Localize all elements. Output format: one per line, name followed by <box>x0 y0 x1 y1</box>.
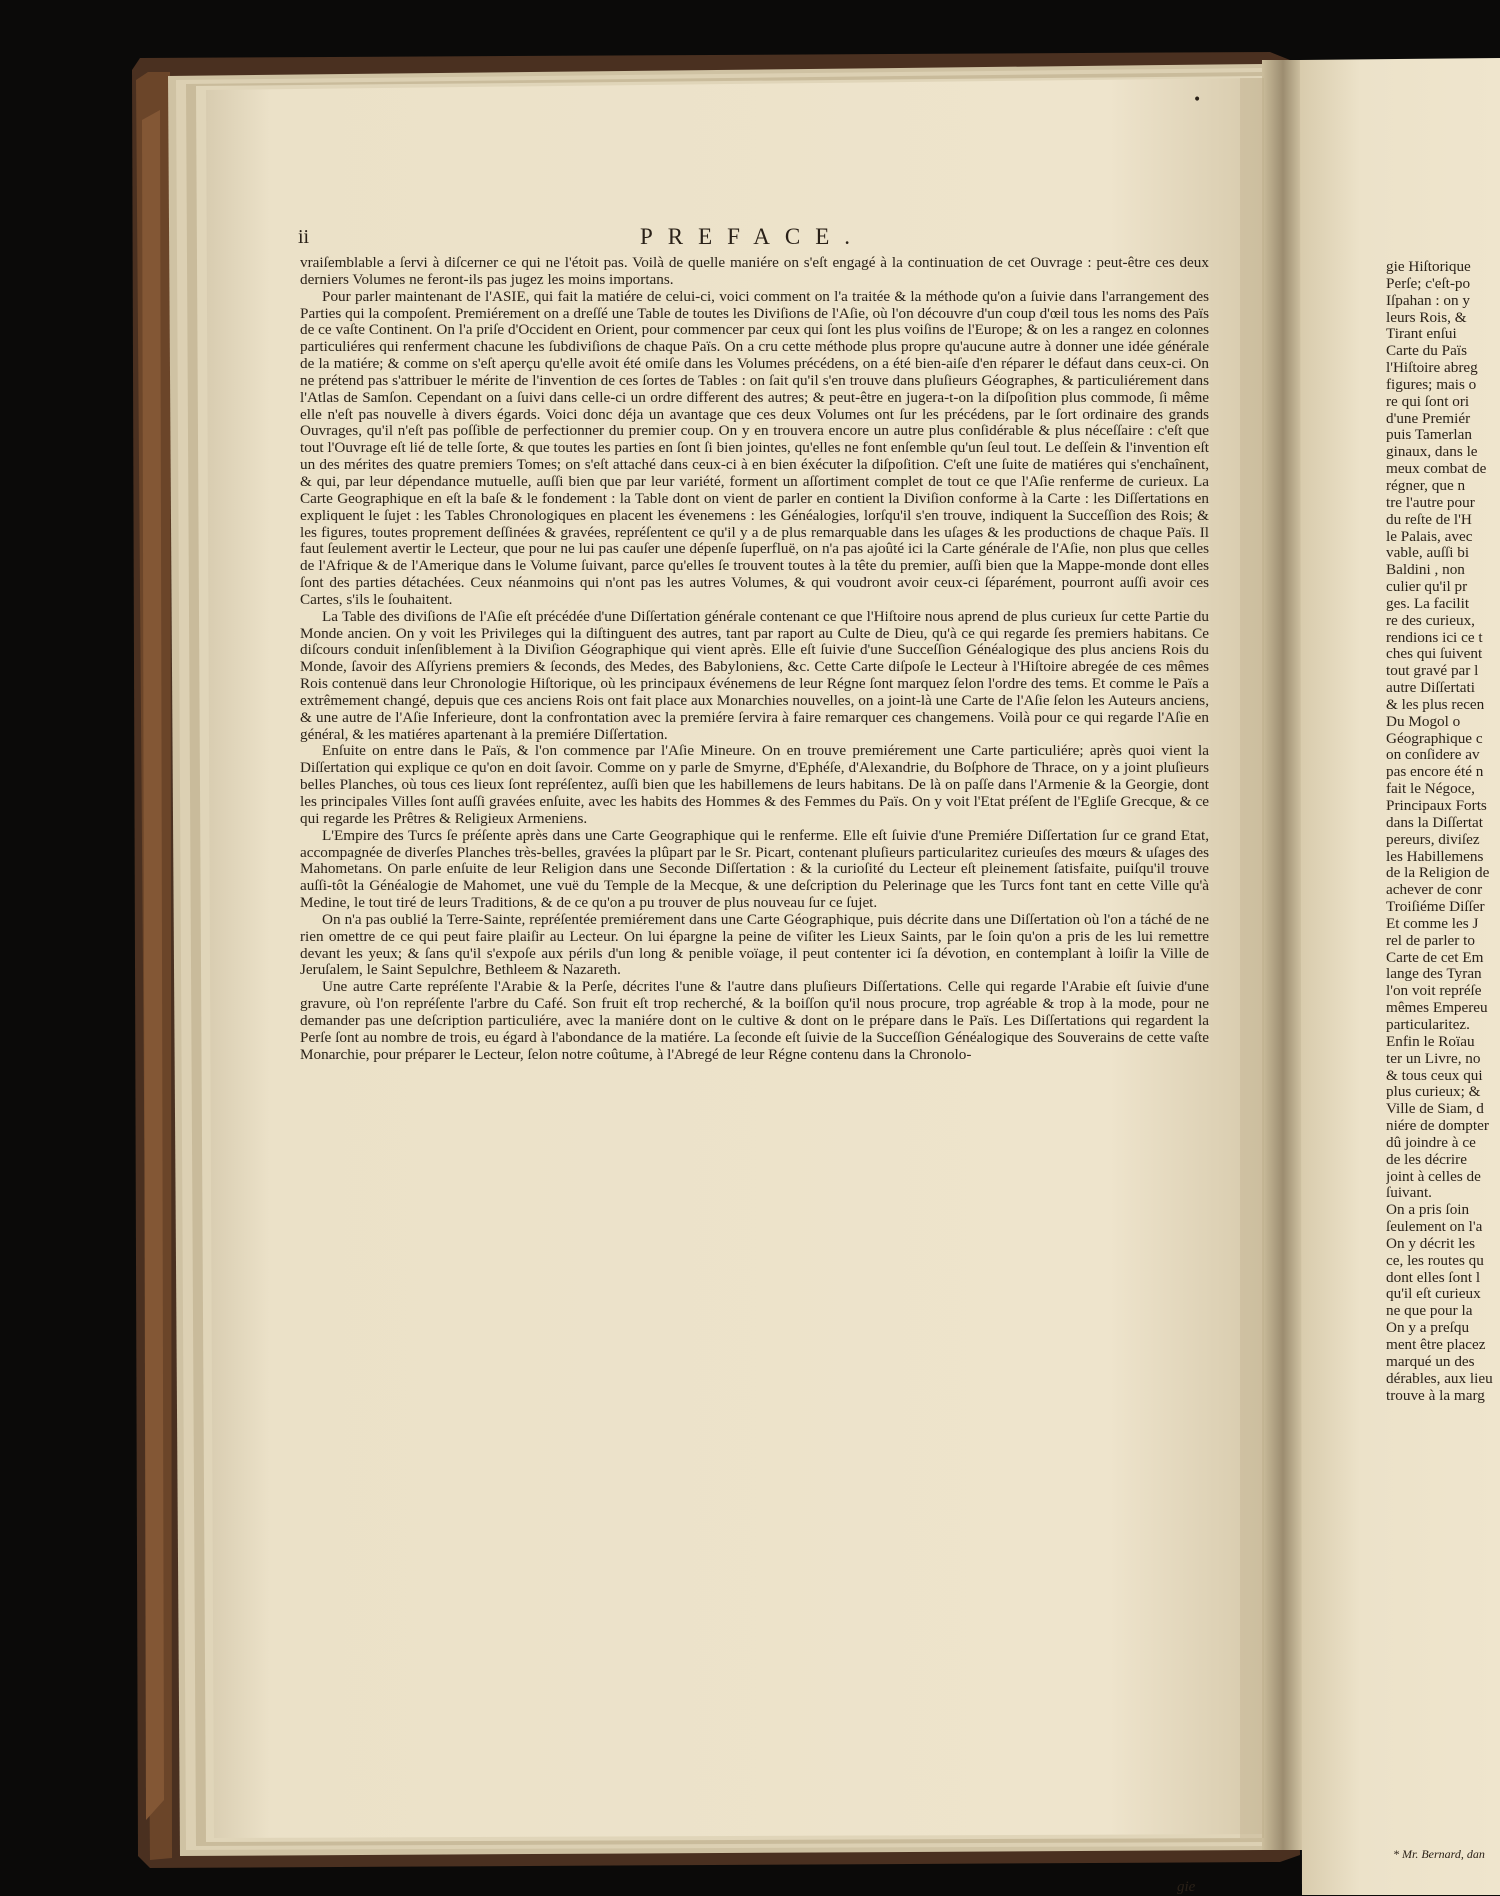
right-page-line: on conſidere av <box>1386 747 1480 764</box>
right-page-line: dont elles ſont l <box>1386 1269 1481 1286</box>
right-page-line: plus curieux; & <box>1386 1084 1481 1101</box>
right-page-line: mêmes Empereu <box>1386 1000 1488 1017</box>
right-page-line: l'Hiſtoire abreg <box>1386 360 1478 377</box>
right-page-line: gie Hiſtorique <box>1386 259 1471 275</box>
right-page-line: ne que pour la <box>1386 1303 1473 1320</box>
paragraph: vraiſemblable a ſervi à diſcerner ce qui ne l'étoit pas. Voilà de quelle maniére on s'eſt engagé à la continuation de cet Ouvrage : peut-être ces deux derniers Volumes ne feront-ils pas jugez les moins importans. <box>300 254 1209 288</box>
right-page-line: Tirant enſui <box>1386 326 1457 343</box>
right-page-line: puis Tamerlan <box>1386 427 1472 444</box>
right-page-line: le Palais, avec <box>1386 528 1473 545</box>
right-page-line: & les plus recen <box>1386 696 1485 713</box>
right-page-line: achever de conr <box>1386 882 1483 899</box>
right-page-line: vable, auſſi bi <box>1386 545 1470 562</box>
right-page-line: Ville de Siam, d <box>1386 1101 1484 1118</box>
paragraph: L'Empire des Turcs ſe préſente après dans une Carte Geographique qui le renferme. Elle eſt ſuivie d'une Premiére Diſſertation ſur ce grand Etat, accompagnée de diverſes Planches très-belles, gravées la plûpart par le Sr. Picart, contenant pluſieurs particularitez curieuſes des mœurs & uſages des Mahometans. On parle enſuite de leur Religion dans une Seconde Diſſertation : & la curioſité du Lecteur eſt pleinement ſatisfaite, puiſqu'il trouve auſſi-tôt la Généalogie de Mahomet, une vuë du Temple de la Mecque, & une deſcription du Pelerinage que les Turcs font tant en cette Ville qu'à Medine, le tout tiré de leurs Traditions, & de ce qu'on a pu trouver de plus nouveau ſur ce ſujet. <box>300 826 1209 912</box>
right-page-line: ges. La facilit <box>1386 595 1470 612</box>
ink-dot: • <box>1193 92 1202 108</box>
paragraph: Enſuite on entre dans le Païs, & l'on commence par l'Aſie Mineure. On en trouve premiérement une Carte particuliére; après quoi vient la Diſſertation qui explique ce qu'on en doit ſavoir. Comme on y parle de Smyrne, d'Ephéſe, d'Alexandrie, du Boſphore de Thrace, on y a joint pluſieurs belles Planches, où tous ces lieux ſont repréſentez, auſſi bien que les habillemens de leurs habitans. De là on paſſe dans l'Armenie & la Georgie, dont les principales Villes ſont auſſi gravées enſuite, avec les habits des Hommes & des Femmes du Païs. On y voit l'Etat préſent de l'Egliſe Grecque, & ce qui regarde les Prêtres & Religieux Armeniens. <box>300 742 1209 827</box>
paragraph: La Table des diviſions de l'Aſie eſt précédée d'une Diſſertation générale contenant ce que l'Hiſtoire nous aprend de plus curieux ſur cette Partie du Monde ancien. On y voit les Privileges qui la diſtinguent des autres, tant par raport au Culte de Dieu, qu'à ce qui regarde ſes premiers habitans. Ce diſcours conduit inſenſiblement à la Diviſion Géographique qui vient après. Elle eſt ſuivie d'une Succeſſion Généalogique des plus anciens Rois du Monde, ſavoir des Aſſyriens premiers & ſeconds, des Medes, des Babyloniens, &c. Cette Carte diſpoſe le Lecteur à l'Hiſtoire abregée de ces mêmes Rois contenuë dans leur Chronologie Hiſtorique, où les principaux événemens de leur Régne ſont marquez ſelon l'ordre des tems. Et comme le Païs a extrêmement changé, depuis que ces anciens Rois ont fait place aux Monarchies nouvelles, on a joint-là une Carte de l'Aſie ſelon les Auteurs anciens, & une autre de l'Aſie Inferieure, dont la confrontation avec la premiére ſervira à faire remarquer ces changemens. Voilà pour ce qui regarde l'Aſie en général, & les matiéres apartenant à la premiére Diſſertation. <box>300 607 1209 743</box>
right-page-line: marqué un des <box>1386 1353 1475 1370</box>
right-page-line: Carte du Païs <box>1386 343 1467 360</box>
paragraph: Une autre Carte repréſente l'Arabie & la Perſe, décrites l'une & l'autre dans pluſieurs Diſſertations. Celle qui regarde l'Arabie eſt ſuivie d'une gravure, où l'on repréſente l'arbre du Café. Son fruit eſt trop recherché, & la boiſſon qu'il nous procure, trop agréable & trop à la mode, pour ne demander pas une deſcription particuliére, avec la maniére dont on le cultive & dont on le prépare dans le Païs. Les Diſſertations qui regardent la Perſe ſont au nombre de trois, eu égard à l'abondance de la matiére. La ſeconde eſt ſuivie de la Succeſſion Généalogique des Souverains de cette vaſte Monarchie, pour préparer le Lecteur, ſelon notre coûtume, à l'Abregé de leur Régne contenu dans la Chronolo- <box>300 978 1209 1063</box>
page-number: ii <box>298 226 310 248</box>
right-page-line: trouve à la marg <box>1386 1387 1485 1404</box>
right-page-line: dû joindre à ce <box>1386 1134 1476 1151</box>
right-page-line: régner, que n <box>1386 477 1466 494</box>
right-page-line: de la Religion de <box>1386 865 1490 882</box>
right-page-line: re des curieux, <box>1386 612 1475 629</box>
right-page-line: re qui ſont ori <box>1386 393 1470 410</box>
right-page-line: niére de dompter <box>1386 1118 1489 1135</box>
right-page-line: ment être placez <box>1386 1337 1486 1353</box>
right-page-line: pereurs, diviſez <box>1386 831 1480 848</box>
right-page-line: de les décrire <box>1386 1151 1467 1168</box>
right-page-line: meux combat de <box>1386 461 1487 478</box>
right-page-line: l'on voit repréſe <box>1386 983 1482 1000</box>
right-page-line: leurs Rois, & <box>1386 309 1467 326</box>
right-page-line: fait le Négoce, <box>1386 781 1475 798</box>
right-page-line: Du Mogol o <box>1386 713 1461 730</box>
right-page-line: Carte de cet Em <box>1386 949 1484 966</box>
right-page-line: & tous ceux qui <box>1386 1067 1483 1084</box>
running-head: PREFACE. <box>640 224 866 249</box>
right-page-footnote: * Mr. Bernard, dan <box>1393 1847 1485 1861</box>
left-page-body <box>300 255 1209 1064</box>
right-page-line: qu'il eſt curieux <box>1386 1286 1481 1303</box>
right-page-body <box>1386 259 1500 1404</box>
paragraph: Pour parler maintenant de l'ASIE, qui fait la matiére de celui-ci, voici comment on l'a traitée & la méthode qu'on a ſuivie dans l'arrangement des Parties qui la compoſent. Premiérement on a dreſſé une Table de toutes les Diviſions de l'Aſie, où l'on découvre d'un coup d'œil tous les noms des Païs de ce vaſte Continent. On l'a priſe d'Occident en Orient, pour commencer par ceux qui ſont les plus voiſins de l'Europe; & on les a rangez en colonnes particuliéres qui renferment chacune les ſubdiviſions de chaque Païs. On a cru cette méthode plus propre qu'aucune autre à donner une idée générale de la matiére; & comme on s'eſt aperçu qu'elle avoit été omiſe dans les Volumes précédens, on a été bien-aiſe d'en réparer le défaut dans ceux-ci. On ne prétend pas s'attribuer le mérite de l'invention de ces ſortes de Tables : on ſait qu'il s'en trouve dans pluſieurs Géographes, & particuliérement dans l'Atlas de Samſon. Cependant on a ſuivi dans celle-ci un ordre different des autres; & peut-être en jugera-t-on la diſpoſition plus commode, ſi même elle n'eſt pas nouvelle à divers égards. Voici donc déja un avantage que ces deux Volumes ont ſur les précédens, par le ſort ordinaire des grands Ouvrages, qu'il n'eſt pas poſſible de perfectionner du premier coup. On y en trouvera encore un autre plus conſidérable & plus néceſſaire : c'eſt que tout l'Ouvrage eſt lié de telle ſorte, & que toutes les parties en ſont ſi bien jointes, qu'elles ne font enſemble qu'un ſeul tout. Le deſſein & l'invention eſt un des mérites des quatre premiers Tomes; on s'eſt attaché dans ceux-ci à en bien éxécuter la diſpoſition. C'eſt une ſuite de matiéres qui s'enchaînent, & qui, par leur dépendance mutuelle, auſſi bien que par leur variété, forment un aſſortiment complet de tout ce que l'Aſie renferme de curieux. La Carte Geographique en eſt la baſe & le fondement : la Table dont on vient de parler en contient la Diviſion conforme à la Carte : les Diſſertations en expliquent le ſujet : les Tables Chronologiques en placent les évenemens : les Généalogies, lorſqu'il s'en trouve, indiquent la Succeſſion des Rois; & les figures, toutes proprement deſſinées & gravées, repréſentent ce qu'il y a de plus remarquable dans les uſages & les productions de chaque Païs. Il faut ſeulement avertir le Lecteur, que pour ne lui pas cauſer une dépenſe ſuperfluë, on n'a pas ajoûté ici la Carte générale de l'Aſie, non plus que celles de l'Afrique & de l'Amerique dans le Volume ſuivant, parce qu'elles ſe trouvent toutes à la tête du premier, auſſi bien que la Mappe-monde dont elles ſont des parties détachées. Ceux néanmoins qui n'ont pas les autres Volumes, & qui voudront avoir ceux-ci ſéparément, pourront auſſi avoir ces Cartes, s'ils le ſouhaitent. <box>300 287 1209 608</box>
right-page-line: autre Diſſertati <box>1386 680 1475 697</box>
right-page-line: culier qu'il pr <box>1386 579 1468 596</box>
right-page-line: Principaux Forts <box>1386 798 1487 814</box>
paragraph: On n'a pas oublié la Terre-Sainte, repréſentée premiérement dans une Carte Géographique, puis décrite dans une Diſſertation où l'on a táché de ne rien omettre de ce qui peut faire plaiſir au Lecteur. On lui épargne la peine de viſiter les Lieux Saints, par le ſoin qu'on a pris de les lui remettre devant les yeux; & ſans qu'il s'expoſe aux périls d'un long & penible voïage, il peut contenter ici ſa dévotion, en contemplant à loiſir la Ville de Jeruſalem, le Saint Sepulchre, Bethleem & Nazareth. <box>300 910 1209 979</box>
catchword: gie <box>1177 1879 1196 1895</box>
right-page-line: On y décrit les <box>1386 1235 1475 1252</box>
right-page-line: rel de parler to <box>1386 932 1475 949</box>
right-page-line: ter un Livre, no <box>1386 1050 1481 1067</box>
right-page-line: les Habillemens <box>1386 848 1484 865</box>
right-page-line: ginaux, dans le <box>1386 444 1478 461</box>
right-page-line: du reſte de l'H <box>1386 511 1472 528</box>
right-page-line: tre l'autre pour <box>1386 494 1475 511</box>
right-page-line: Enfin le Roïau <box>1386 1033 1475 1050</box>
right-page-line: ſuivant. <box>1386 1185 1432 1202</box>
gutter <box>1262 60 1304 1850</box>
right-page-line: joint à celles de <box>1386 1168 1481 1185</box>
right-page-line: pas encore été n <box>1386 764 1484 781</box>
right-page-line: d'une Premiér <box>1386 410 1471 427</box>
right-page-line: Iſpahan : on y <box>1386 292 1470 309</box>
right-page-line: particularitez. <box>1386 1016 1470 1033</box>
right-page-line: On a pris ſoin <box>1386 1202 1470 1219</box>
right-page-line: Baldini , non <box>1386 562 1465 579</box>
right-page-line: lange des Tyran <box>1386 966 1482 983</box>
right-page-line: ce, les routes qu <box>1386 1252 1484 1269</box>
right-page-line: figures; mais o <box>1386 376 1477 393</box>
right-page-line: dans la Diſſertat <box>1386 814 1483 831</box>
right-page-line: dérables, aux lieu <box>1386 1370 1493 1387</box>
right-page-line: ſeulement on l'a <box>1386 1219 1483 1236</box>
right-page-line: rendions ici ce t <box>1386 629 1483 646</box>
right-page-line: ches qui ſuivent <box>1386 646 1483 663</box>
right-page-line: On y a preſqu <box>1386 1320 1470 1337</box>
right-page-line: tout gravé par l <box>1386 663 1479 680</box>
right-page-line: Géographique c <box>1386 730 1483 747</box>
right-page-line: Et comme les J <box>1386 915 1479 932</box>
right-page-line: Perſe; c'eſt-po <box>1386 275 1471 292</box>
right-page-line: Troiſiéme Diſſer <box>1386 899 1485 916</box>
